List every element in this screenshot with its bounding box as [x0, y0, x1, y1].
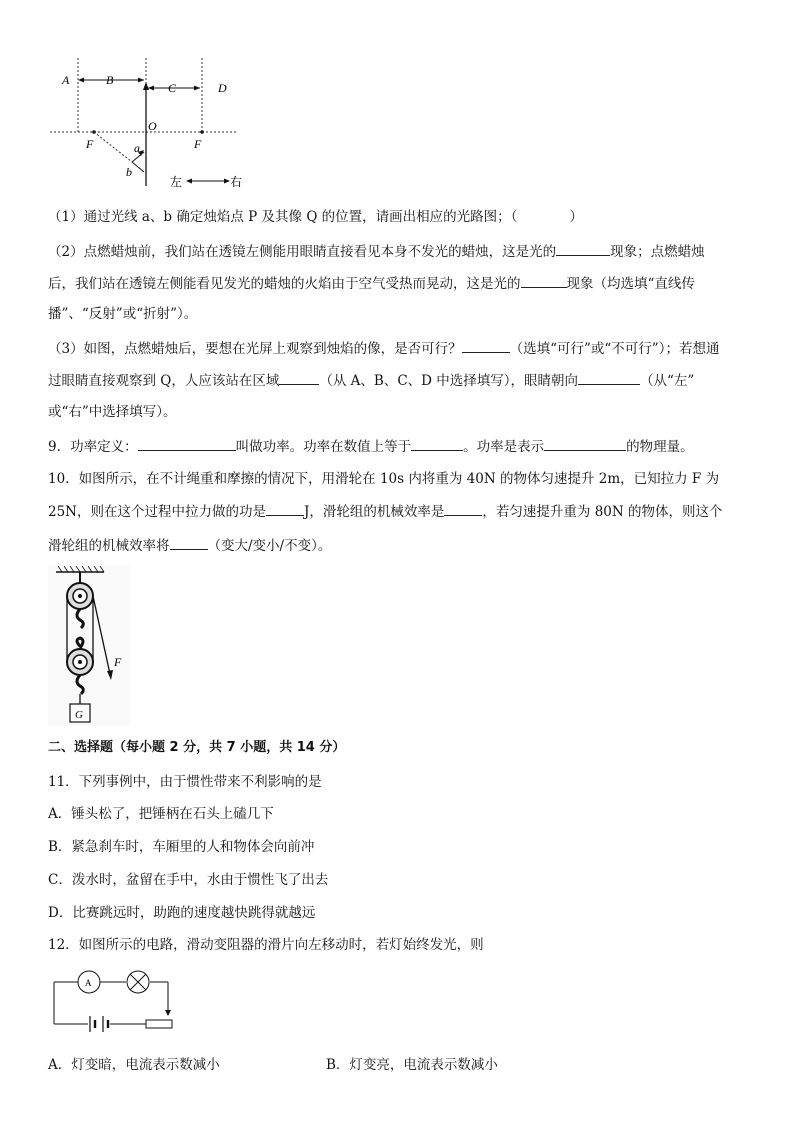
circuit-diagram	[48, 966, 178, 1036]
answer-blank[interactable]	[544, 436, 626, 451]
q12-option-a-text: A．灯变暗，电流表示数减小	[48, 1057, 220, 1073]
label-F-left: F	[86, 137, 94, 151]
q11-option-a-text: A．锤头松了，把锤柄在石头上磕几下	[48, 806, 274, 822]
q12-option-b[interactable]	[326, 1055, 498, 1075]
answer-blank[interactable]	[444, 501, 482, 516]
q9-text-a: 9．功率定义：	[48, 439, 138, 455]
q8-part2-text-d: 现象（均选填“直线传	[566, 276, 695, 292]
label-a: a	[134, 141, 140, 155]
q11-option-d[interactable]	[48, 903, 315, 923]
answer-blank[interactable]	[266, 501, 304, 516]
q8-part2-text-b: 现象；点燃蜡烛	[610, 244, 705, 260]
q8-part3-text-d: （从 A、B、C、D 中选择填写），眼睛朝向	[319, 373, 579, 389]
q8-part3-text-b: （选填“可行”或“不可行”）；若想通	[509, 341, 720, 357]
q12-stem	[48, 935, 484, 955]
q8-part2-line3	[48, 304, 197, 324]
answer-blank[interactable]	[556, 241, 610, 256]
q10-line3	[48, 535, 331, 556]
q11-option-a[interactable]	[48, 804, 274, 824]
pulley-diagram	[48, 566, 130, 726]
q11-option-c[interactable]	[48, 870, 328, 890]
q11-option-d-text: D．比赛跳远时，助跑的速度越快跳得就越远	[48, 905, 316, 921]
q9	[48, 436, 694, 457]
q8-part1-paren-open: （	[510, 209, 518, 225]
answer-blank[interactable]	[279, 370, 319, 385]
q8-part1	[48, 207, 583, 227]
label-left: 左	[170, 175, 183, 189]
q8-part2-text-a: （2）点燃蜡烛前，我们站在透镜左侧能用眼睛直接看见本身不发光的蜡烛，这是光的	[48, 244, 557, 260]
q11-option-b-text: B．紧急刹车时，车厢里的人和物体会向前冲	[48, 839, 315, 855]
q8-part2-text-e: 播”、“反射”或“折射”）。	[48, 306, 198, 322]
q8-part3-text-e: （从“左”	[640, 373, 695, 389]
q11-option-b[interactable]	[48, 837, 314, 857]
section2-heading	[48, 738, 345, 758]
label-right: 右	[230, 175, 243, 189]
label-B: B	[106, 73, 114, 87]
q8-part3-text-a: （3）如图，点燃蜡烛后，要想在光屏上观察到烛焰的像，是否可行？	[48, 341, 462, 357]
answer-blank[interactable]	[521, 273, 567, 288]
q8-part1-paren-close: ）	[569, 209, 583, 225]
q11-stem	[48, 772, 322, 792]
q12-option-a[interactable]	[48, 1055, 220, 1075]
answer-blank[interactable]	[462, 338, 510, 353]
q10-text-a: 10．如图所示，在不计绳重和摩擦的情况下，用滑轮在 10s 内将重为 40N 的物体匀速提升 2m，已知拉力 F 为	[48, 471, 720, 487]
q8-part3-line2	[48, 370, 694, 391]
q9-text-c: 。功率是表示	[463, 439, 545, 455]
pulley-F-label: F	[114, 655, 122, 669]
label-D: D	[218, 81, 227, 95]
q10-text-f: （变大/变小/不变）。	[207, 538, 332, 554]
q12-option-b-text: B．灯变亮，电流表示数减小	[326, 1057, 498, 1073]
q10-line1	[48, 469, 719, 489]
pulley-G-label: G	[75, 709, 83, 721]
q8-part3-line3	[48, 402, 177, 422]
q8-part3-text-c: 过眼睛直接观察到 Q，人应该站在区域	[48, 373, 280, 389]
answer-blank[interactable]	[170, 535, 208, 550]
q8-part3-text-f: 或“右”中选择填写）。	[48, 404, 177, 420]
q12-stem-text: 12．如图所示的电路，滑动变阻器的滑片向左移动时，若灯始终发光，则	[48, 937, 484, 953]
answer-blank[interactable]	[138, 436, 236, 451]
answer-blank[interactable]	[411, 436, 463, 451]
q10-text-b: 25N，则在这个过程中拉力做的功是	[48, 504, 266, 520]
q10-text-c: J，滑轮组的机械效率是	[304, 504, 445, 520]
answer-blank[interactable]	[578, 370, 640, 385]
q10-text-d: ，若匀速提升重为 80N 的物体，则这个	[482, 504, 723, 520]
q11-stem-text: 11．下列事例中，由于惯性带来不利影响的是	[48, 774, 322, 790]
q8-part2-line2	[48, 273, 695, 294]
q11-option-c-text: C．泼水时，盆留在手中，水由于惯性飞了出去	[48, 872, 329, 888]
label-A: A	[62, 73, 70, 87]
q10-text-e: 滑轮组的机械效率将	[48, 538, 170, 554]
q8-part2-text-c: 后，我们站在透镜左侧能看见发光的蜡烛的火焰由于空气受热而晃动，这是光的	[48, 276, 521, 292]
q8-part3-line1	[48, 338, 719, 359]
section2-heading-text: 二、选择题（每小题 2 分，共 7 小题，共 14 分）	[48, 740, 346, 755]
lens-diagram	[44, 54, 244, 196]
q9-text-d: 的物理量。	[626, 439, 694, 455]
q10-line2	[48, 501, 723, 522]
q8-part2-line1	[48, 241, 705, 262]
q8-part1-text: （1）通过光线 a、b 确定烛焰点 P 及其像 Q 的位置，请画出相应的光路图；	[48, 209, 511, 225]
label-O: O	[148, 119, 157, 133]
label-C: C	[168, 81, 177, 95]
label-F-right: F	[194, 137, 202, 151]
label-b: b	[126, 165, 132, 179]
q9-text-b: 叫做功率。功率在数值上等于	[235, 439, 412, 455]
ammeter-label: A	[85, 978, 92, 988]
